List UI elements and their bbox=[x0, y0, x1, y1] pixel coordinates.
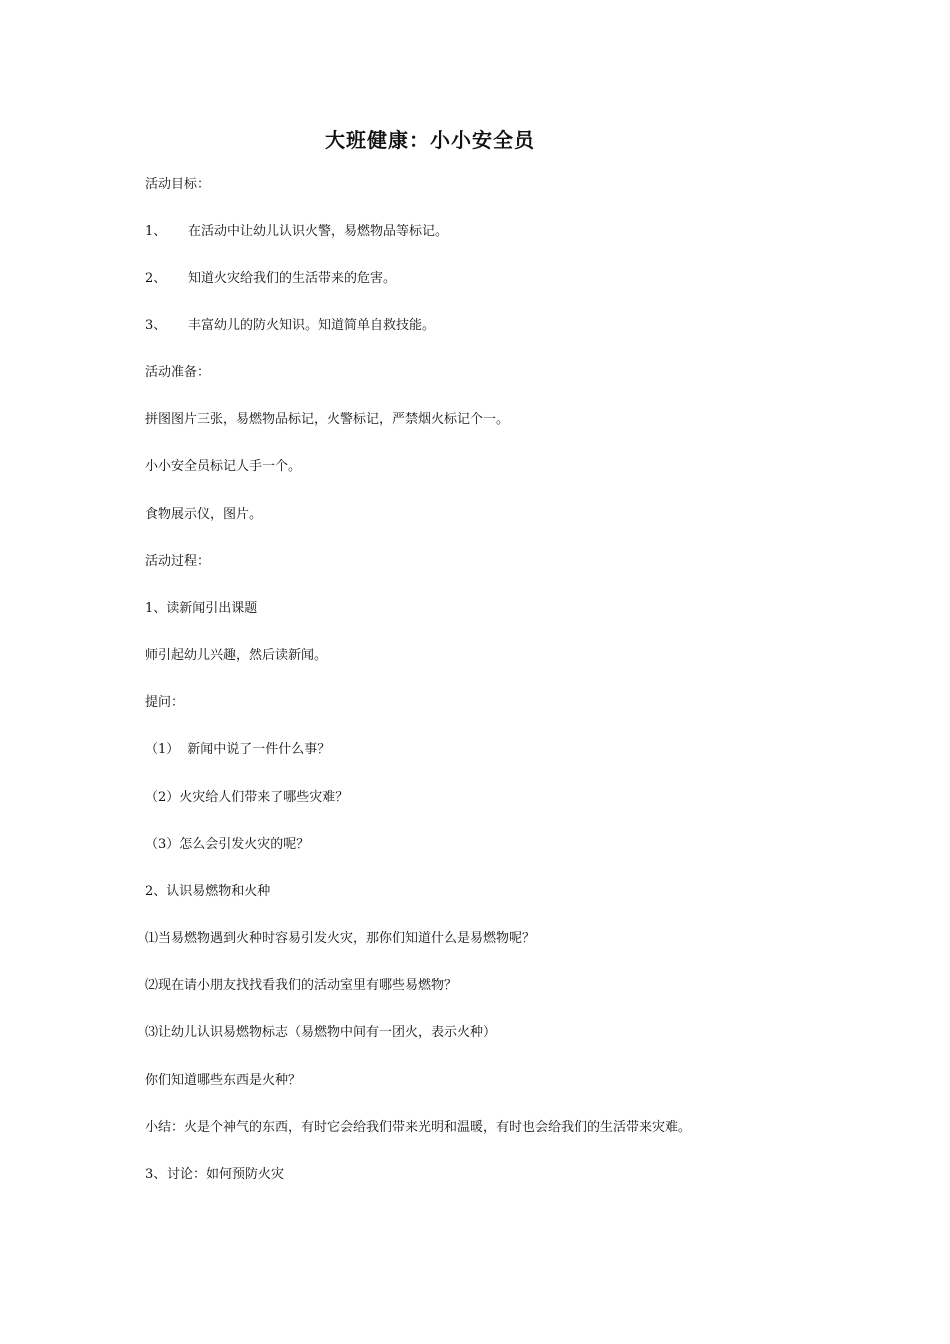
question-item-3 bbox=[145, 836, 309, 854]
line-text: 活动过程： bbox=[145, 554, 211, 569]
question-item-1 bbox=[145, 741, 330, 759]
subsection-heading bbox=[145, 600, 257, 618]
line-text: 提问： bbox=[145, 695, 185, 710]
goal-item-3 bbox=[145, 317, 435, 335]
question-item-2 bbox=[145, 789, 348, 807]
paragraph bbox=[145, 458, 301, 476]
line-text: 食物展示仪，图片。 bbox=[145, 507, 263, 522]
line-text: 小结：火是个神气的东西，有时它会给我们带来光明和温暖，有时也会给我们的生活带来灾难。 bbox=[145, 1120, 692, 1135]
paragraph bbox=[145, 506, 262, 524]
section-heading-process bbox=[145, 553, 210, 571]
line-text: 1、读新闻引出课题 bbox=[145, 601, 258, 616]
paragraph bbox=[145, 977, 457, 995]
line-text: 活动目标： bbox=[145, 177, 211, 192]
goal-item-1 bbox=[145, 223, 448, 241]
document-title: 大班健康：小小安全员 bbox=[325, 128, 535, 152]
list-number: 1、 bbox=[145, 224, 167, 239]
paragraph bbox=[145, 1072, 301, 1090]
list-number: （1） bbox=[145, 742, 180, 757]
paragraph bbox=[145, 411, 509, 429]
line-text: 你们知道哪些东西是火种？ bbox=[145, 1073, 302, 1088]
line-text: 讨论：如何预防火灾 bbox=[167, 1167, 285, 1182]
summary-paragraph bbox=[145, 1119, 691, 1137]
line-text: 2、认识易燃物和火种 bbox=[145, 884, 271, 899]
paragraph bbox=[145, 647, 327, 665]
line-text: 小小安全员标记人手一个。 bbox=[145, 459, 302, 474]
section-heading-preparation bbox=[145, 364, 210, 382]
paragraph bbox=[145, 694, 184, 712]
list-number: 3、 bbox=[145, 1167, 167, 1182]
line-text: 在活动中让幼儿认识火警，易燃物品等标记。 bbox=[188, 224, 449, 239]
subsection-heading bbox=[145, 883, 270, 901]
line-text: ⑴当易燃物遇到火种时容易引发火灾，那你们知道什么是易燃物呢？ bbox=[145, 931, 536, 946]
list-number: 2、 bbox=[145, 271, 167, 286]
paragraph bbox=[145, 930, 535, 948]
line-text: 丰富幼儿的防火知识。知道简单自救技能。 bbox=[188, 318, 436, 333]
line-text: 新闻中说了一件什么事？ bbox=[187, 742, 331, 757]
line-text: ⑵现在请小朋友找找看我们的活动室里有哪些易燃物？ bbox=[145, 978, 458, 993]
line-text: 活动准备： bbox=[145, 365, 211, 380]
line-text: （3）怎么会引发火灾的呢？ bbox=[145, 837, 310, 852]
line-text: 拼图图片三张，易燃物品标记，火警标记，严禁烟火标记个一。 bbox=[145, 412, 510, 427]
goal-item-2 bbox=[145, 270, 396, 288]
line-text: （2）火灾给人们带来了哪些灾难？ bbox=[145, 790, 349, 805]
section-heading-goals bbox=[145, 176, 210, 194]
list-number: 3、 bbox=[145, 318, 167, 333]
subsection-heading bbox=[145, 1166, 284, 1184]
line-text: 知道火灾给我们的生活带来的危害。 bbox=[188, 271, 397, 286]
paragraph bbox=[145, 1024, 496, 1042]
line-text: ⑶让幼儿认识易燃物标志（易燃物中间有一团火，表示火种） bbox=[145, 1025, 497, 1040]
line-text: 师引起幼儿兴趣，然后读新闻。 bbox=[145, 648, 328, 663]
